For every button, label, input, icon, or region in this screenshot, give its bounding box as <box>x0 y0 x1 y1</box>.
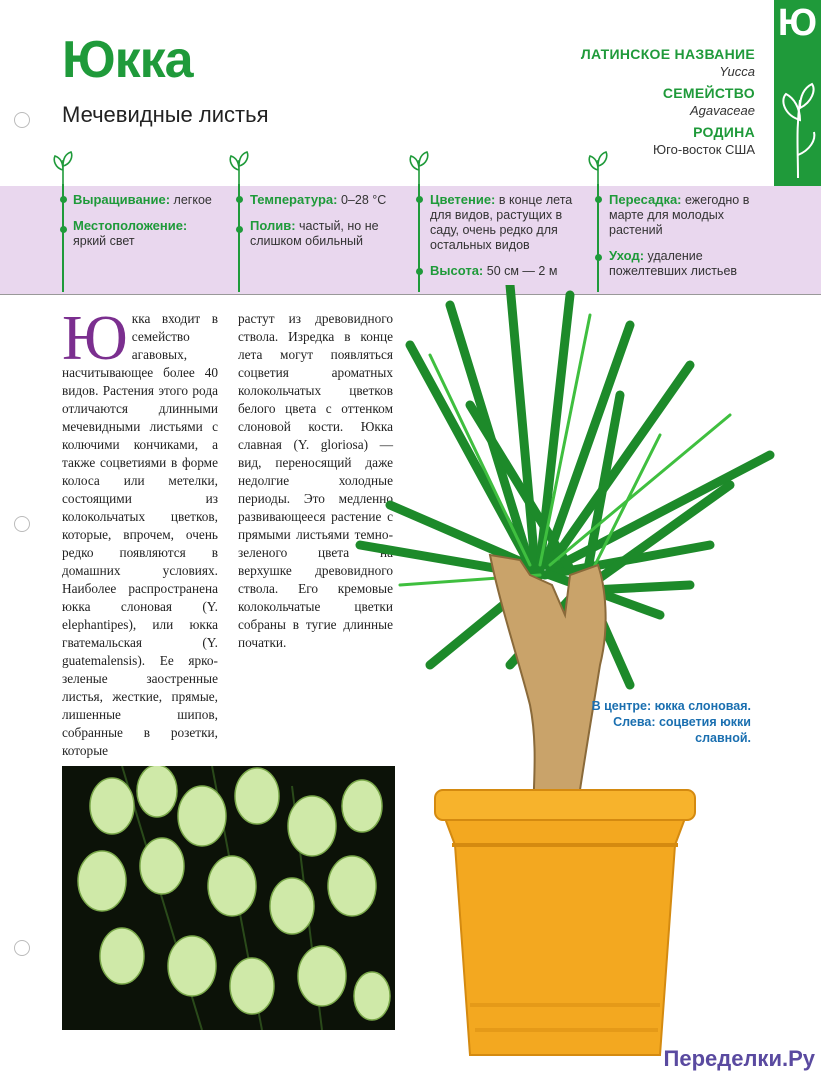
punch-hole <box>14 112 30 128</box>
care-value: частый, но не слишком обильный <box>250 219 379 248</box>
article-text-1: кка входит в семействo агавовых, насчитывающее более 40 видов. Растения этого рода отличаются длинными мечевидными листьями с колючими кончиками, а также соцветиями в форме колоса или метелки, состоящими из колокольчатых цветков, которые, впрочем, очень редко появляются в домашних условиях. Наиболее распространена юкка слоновая (Y. elephantipes), или юкка гватемальская (Y. guatemalensis). Ее ярко-зеленые заостренные листья, жесткие, прямые, лишенные шипов, собранные в розетки, которые <box>62 311 218 758</box>
care-label: Местоположение: <box>73 218 188 233</box>
care-value: удаление пожелтевших листьев <box>609 249 738 278</box>
care-value: ежегодно в марте для молодых растений <box>609 193 750 237</box>
flower-cluster-image <box>62 766 395 1030</box>
article-column-2: растут из древовидного ствола. Изредка в конце лета могут появляться соцветия ароматных колокольчатых цветков белого цвета с оттенком слоновой кости. Юкка славная (Y. gloriosa) — вид, переносящий даже недолгие холодные периоды. Это медленно развивающееся растение с прямыми листьями темно-зеленого цвета на верхушке древовидного ствола. Его кремовые колокольчатые цветки собраны в тугие длинные початки. <box>238 311 393 650</box>
care-column-1 <box>73 192 233 259</box>
sprout-icon <box>227 150 251 184</box>
sprout-icon <box>586 150 610 184</box>
care-label: Уход: <box>609 248 645 263</box>
care-label: Пересадка: <box>609 192 682 207</box>
care-value: в конце лета для видов, растущих в саду, очень редко для остальных видов <box>430 193 573 252</box>
sprout-icon <box>51 150 75 184</box>
photo-caption <box>591 698 751 746</box>
tab-letter: Ю <box>777 2 818 44</box>
bullet-dot <box>60 196 67 203</box>
care-label: Высота: <box>430 263 484 278</box>
care-label: Температура: <box>250 192 338 207</box>
care-column-3 <box>430 192 588 289</box>
care-value: 50 см — 2 м <box>483 264 558 278</box>
section-tab <box>774 0 821 186</box>
caption-line-1: В центре: юкка слоновая. <box>591 699 751 713</box>
care-label: Выращивание: <box>73 192 171 207</box>
page-title: Юкка <box>62 31 193 89</box>
punch-hole <box>14 516 30 532</box>
caption-line-2: Слева: соцветия юкки славной. <box>613 715 751 745</box>
bullet-dot <box>60 226 67 233</box>
bullet-dot <box>595 254 602 261</box>
care-value: легкое <box>170 193 212 207</box>
sprout-icon <box>774 60 821 180</box>
homeland-value: Юго-восток США <box>653 142 755 157</box>
drop-cap: Ю <box>62 302 128 373</box>
article-column-1 <box>62 302 218 760</box>
bullet-dot <box>236 196 243 203</box>
care-column-2 <box>250 192 415 259</box>
latin-name-label: ЛАТИНСКОЕ НАЗВАНИЕ <box>580 46 755 62</box>
bullet-dot <box>416 268 423 275</box>
latin-name-value: Yucca <box>719 64 755 79</box>
yucca-flowers-photo <box>62 766 395 1030</box>
punch-hole <box>14 940 30 956</box>
yucca-plant-illustration <box>330 285 800 1075</box>
site-watermark: Переделки.Ру <box>663 1046 815 1071</box>
sprout-icon <box>407 150 431 184</box>
care-column-4 <box>609 192 761 289</box>
homeland-label: РОДИНА <box>693 124 755 140</box>
care-label: Цветение: <box>430 192 496 207</box>
care-value: яркий свет <box>73 234 135 248</box>
family-value: Agavaceae <box>689 103 755 118</box>
bullet-dot <box>236 226 243 233</box>
care-label: Полив: <box>250 218 296 233</box>
family-label: СЕМЕЙСТВО <box>662 85 755 101</box>
bullet-dot <box>416 196 423 203</box>
page-subtitle: Мечевидные листья <box>62 102 269 127</box>
bullet-dot <box>595 196 602 203</box>
plant-facts <box>581 46 755 163</box>
care-value: 0–28 °С <box>337 193 387 207</box>
